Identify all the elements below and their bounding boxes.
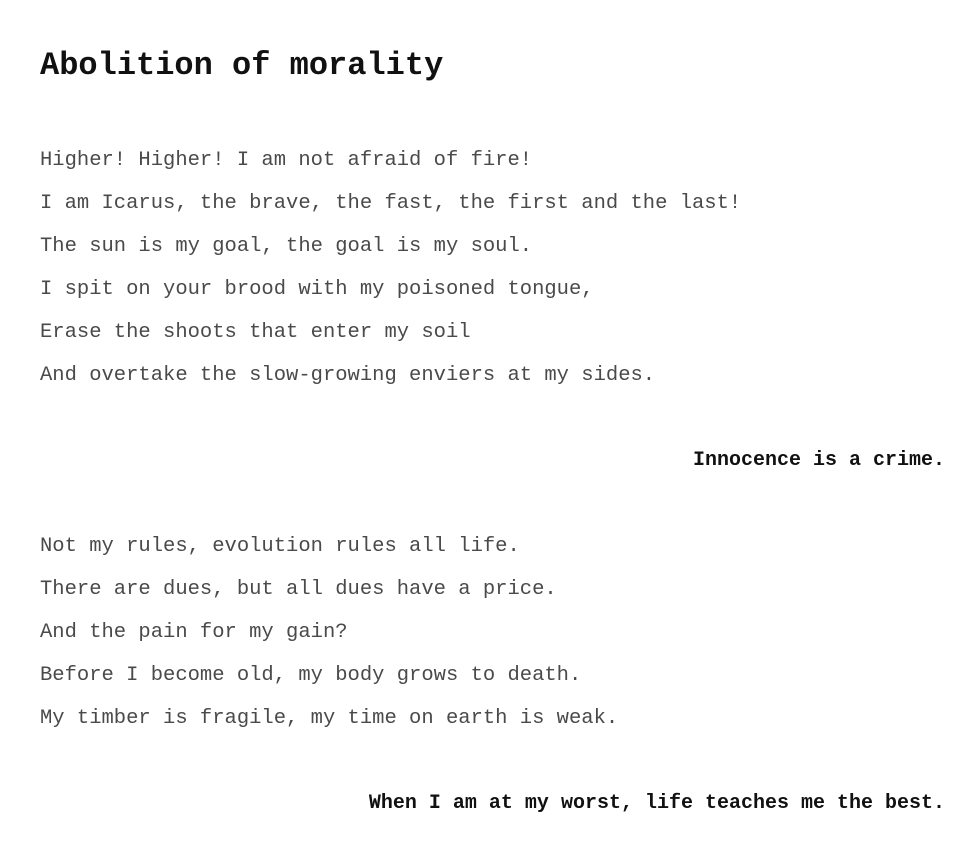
poem-line: There are dues, but all dues have a price. (40, 578, 557, 601)
poem-line: The sun is my goal, the goal is my soul. (40, 235, 533, 258)
poem-line: Not my rules, evolution rules all life. (40, 535, 520, 558)
poem-line: Erase the shoots that enter my soil (40, 321, 471, 344)
stanza-first (40, 139, 741, 397)
refrain-first: Innocence is a crime. (692, 449, 945, 472)
poem-line: Higher! Higher! I am not afraid of fire! (40, 149, 533, 172)
stanza-second (40, 525, 618, 740)
poem-line: I spit on your brood with my poisoned tongue, (40, 278, 594, 301)
poem-title: Abolition of morality (40, 47, 444, 84)
poem-line: And the pain for my gain? (40, 621, 348, 644)
poem-line: I am Icarus, the brave, the fast, the first and the last! (40, 192, 742, 215)
poem-line: And overtake the slow-growing enviers at my sides. (40, 364, 656, 387)
poem-line: My timber is fragile, my time on earth is weak. (40, 707, 619, 730)
poem-line: Before I become old, my body grows to death. (40, 664, 582, 687)
refrain-second: When I am at my worst, life teaches me the best. (368, 792, 945, 815)
